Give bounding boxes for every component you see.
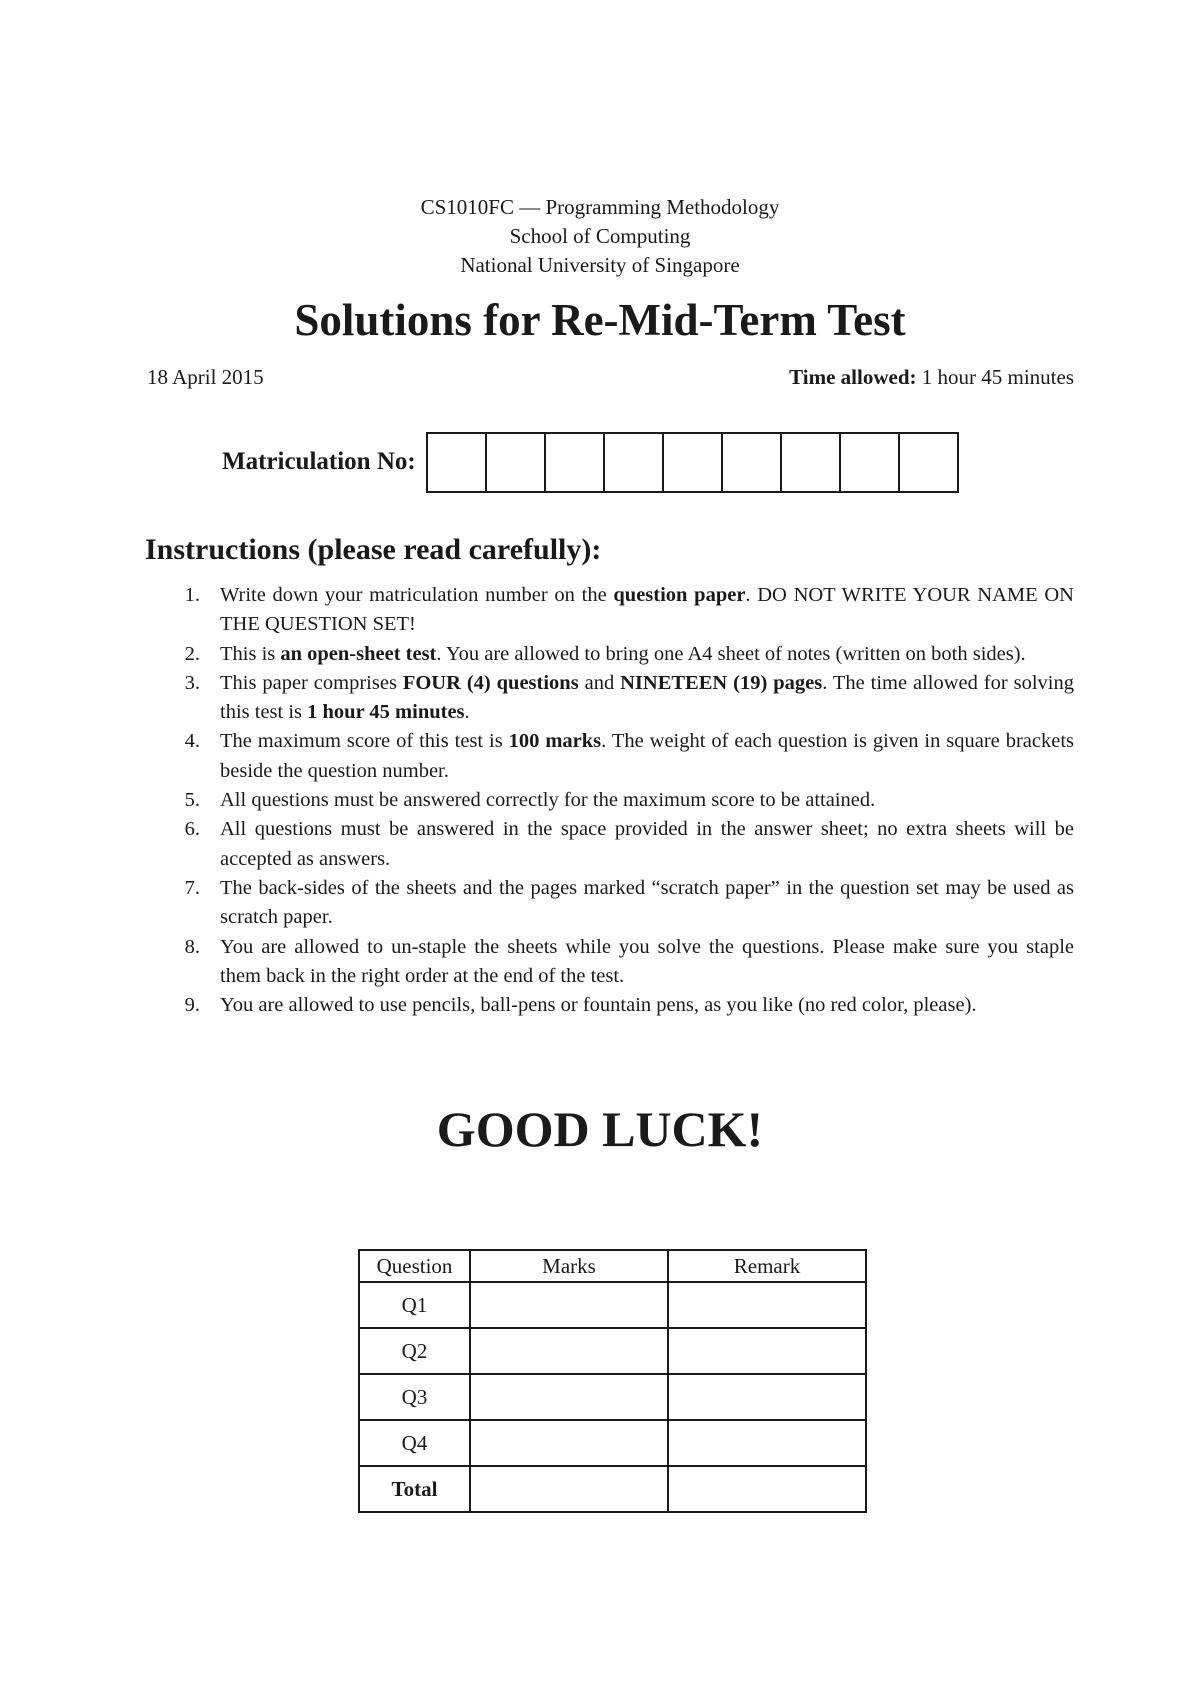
matriculation-digit-box[interactable] (428, 434, 487, 491)
course-title: CS1010FC — Programming Methodology (420, 195, 780, 219)
good-luck-text: GOOD LUCK! (436, 1101, 764, 1157)
remark-cell[interactable] (668, 1328, 866, 1374)
instructions-heading: Instructions (please read carefully): (145, 533, 602, 566)
instruction-text: All questions must be answered correctly for the maximum score to be attained. (220, 789, 876, 812)
instruction-item (165, 815, 1074, 874)
table-row (359, 1282, 866, 1328)
school-name: School of Computing (509, 224, 691, 248)
remark-cell[interactable] (668, 1282, 866, 1328)
table-row (359, 1420, 866, 1466)
time-allowed-value: 1 hour 45 minutes (921, 365, 1074, 389)
instruction-number: 8. (184, 935, 200, 958)
question-label: Q3 (359, 1374, 470, 1420)
instruction-text: This is (220, 642, 281, 665)
remark-cell[interactable] (668, 1374, 866, 1420)
instruction-text: All questions must be answered in the space provided in the answer sheet; no extra sheets will be accepted as answers. (220, 818, 1074, 870)
matriculation-digit-box[interactable] (546, 434, 605, 491)
instruction-emphasis: 1 hour 45 minutes (307, 701, 465, 724)
table-row (359, 1374, 866, 1420)
question-label: Q2 (359, 1328, 470, 1374)
instruction-item (165, 933, 1074, 992)
instructions-list (165, 581, 1074, 1020)
question-label: Q1 (359, 1282, 470, 1328)
page-title: Solutions for Re-Mid-Term Test (294, 295, 906, 345)
column-header-question: Question (359, 1250, 470, 1282)
matriculation-digit-box[interactable] (782, 434, 841, 491)
matriculation-digit-box[interactable] (723, 434, 782, 491)
test-date: 18 April 2015 (147, 365, 264, 389)
instruction-number: 5. (184, 789, 200, 812)
instruction-item (165, 581, 1074, 640)
marks-cell[interactable] (470, 1374, 668, 1420)
instruction-text: and (578, 671, 621, 694)
matriculation-digit-box[interactable] (900, 434, 957, 491)
instruction-number: 9. (184, 994, 200, 1017)
matriculation-boxes[interactable] (426, 432, 959, 493)
instruction-item (165, 640, 1074, 669)
matriculation-digit-box[interactable] (664, 434, 723, 491)
marks-cell[interactable] (470, 1282, 668, 1328)
instruction-emphasis: FOUR (4) questions (402, 671, 579, 694)
instruction-number: 1. (184, 584, 200, 606)
instruction-text: . The time allowed for solving this test is (220, 671, 1074, 724)
university-name: National University of Singapore (460, 253, 740, 277)
time-allowed (789, 363, 1074, 391)
marks-table-body (359, 1282, 866, 1512)
marks-cell[interactable] (470, 1466, 668, 1512)
instruction-number: 4. (184, 730, 200, 753)
marks-cell[interactable] (470, 1328, 668, 1374)
total-row (359, 1466, 866, 1512)
matriculation-digit-box[interactable] (487, 434, 546, 491)
instruction-number: 6. (184, 818, 200, 841)
marks-cell[interactable] (470, 1420, 668, 1466)
instruction-text: You are allowed to use pencils, ball-pens or fountain pens, as you like (no red color, please). (220, 994, 977, 1017)
marks-table (358, 1249, 867, 1513)
instruction-item (165, 727, 1074, 786)
instruction-item (165, 874, 1074, 933)
matriculation-digit-box[interactable] (605, 434, 664, 491)
instruction-number: 3. (184, 671, 200, 694)
instruction-text: . (464, 701, 470, 724)
instruction-emphasis: an open-sheet test (280, 642, 437, 665)
column-header-marks: Marks (470, 1250, 668, 1282)
total-label: Total (359, 1466, 470, 1512)
instruction-text: This paper comprises (220, 671, 403, 694)
time-allowed-label: Time allowed: (789, 365, 917, 389)
instruction-text: . You are allowed to bring one A4 sheet of notes (written on both sides). (436, 642, 1026, 665)
instruction-text: The maximum score of this test is (220, 730, 509, 753)
instruction-emphasis: NINETEEN (19) pages (620, 671, 823, 694)
matriculation-field (222, 432, 959, 492)
instruction-emphasis: question paper (613, 584, 746, 606)
instruction-text: You are allowed to un-staple the sheets while you solve the questions. Please make sure you staple them back in the right order at the end of the test. (220, 935, 1074, 987)
instruction-number: 7. (184, 876, 200, 899)
instruction-item (165, 991, 1074, 1020)
instruction-emphasis: 100 marks (508, 730, 602, 753)
remark-cell[interactable] (668, 1420, 866, 1466)
instruction-number: 2. (184, 642, 200, 665)
instruction-text: The back-sides of the sheets and the pages marked “scratch paper” in the question set may be used as scratch paper. (220, 876, 1074, 929)
instruction-item (165, 669, 1074, 728)
instruction-text: . The weight of each question is given in square brackets beside the question number. (220, 730, 1074, 782)
table-row (359, 1328, 866, 1374)
instruction-text: . DO NOT WRITE YOUR NAME ON THE QUESTION SET! (220, 584, 1074, 636)
column-header-remark: Remark (668, 1250, 866, 1282)
question-label: Q4 (359, 1420, 470, 1466)
instruction-text: Write down your matriculation number on the (220, 584, 614, 606)
matriculation-digit-box[interactable] (841, 434, 900, 491)
matriculation-label: Matriculation No: (222, 448, 416, 475)
remark-cell[interactable] (668, 1466, 866, 1512)
instruction-item (165, 786, 1074, 815)
course-header (0, 193, 1200, 280)
